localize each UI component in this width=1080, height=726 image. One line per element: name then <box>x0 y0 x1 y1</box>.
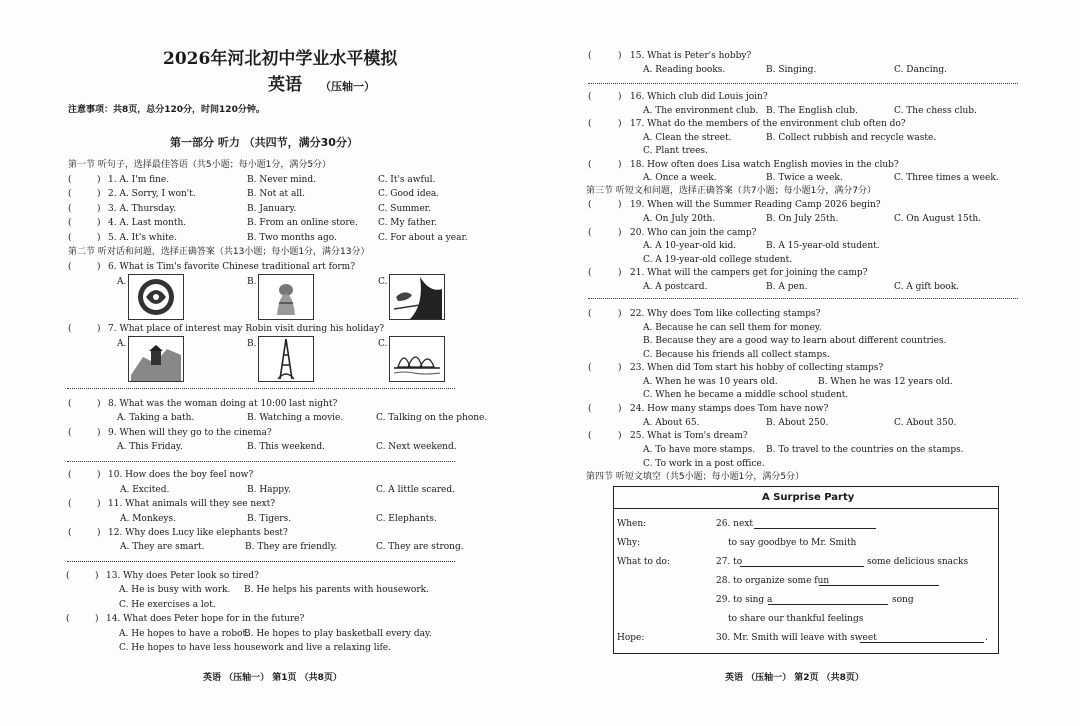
question-option-a: A. Once a week. <box>643 173 717 183</box>
picture-label-a: A. <box>117 277 127 287</box>
row-label-when: When: <box>617 519 647 529</box>
question-option-a: 5. A. It's white. <box>108 233 177 243</box>
question-option-a: A. Because he can sell them for money. <box>643 323 822 333</box>
row-label-why: Why: <box>617 538 641 548</box>
surprise-party-table <box>613 486 999 654</box>
question-22-text: 22. Why does Tom like collecting stamps? <box>630 309 821 319</box>
question-option-a: A. About 65. <box>643 418 700 428</box>
table-header-rule <box>614 508 998 509</box>
question-7-text: 7. What place of interest may Robin visit during his holiday? <box>108 324 385 334</box>
question-option-a: 1. A. I'm fine. <box>108 175 170 185</box>
answer-bracket-open: ( <box>68 218 72 228</box>
question-option-b: B. Because they are a good way to learn about different countries. <box>643 336 947 346</box>
question-option-b: B. He helps his parents with housework. <box>244 585 429 595</box>
blank-27[interactable] <box>740 558 864 567</box>
answer-bracket-close: ) <box>97 189 101 199</box>
question-option-a: A. The environment club. <box>643 106 759 116</box>
question-24-text: 24. How many stamps does Tom have now? <box>630 404 829 414</box>
section-divider <box>67 461 455 462</box>
opera-house-picture <box>389 336 445 382</box>
question-option-b: B. When he was 12 years old. <box>818 377 953 387</box>
question-option-b: B. To travel to the countries on the stamps. <box>766 445 964 455</box>
question-option-a: A. This Friday. <box>117 442 183 452</box>
question-23-text: 23. When did Tom start his hobby of collecting stamps? <box>630 363 884 373</box>
answer-bracket-close: ) <box>618 119 622 129</box>
question-15-text: 15. What is Peter's hobby? <box>630 51 752 61</box>
question-option-b: B. Tigers. <box>247 514 292 524</box>
answer-bracket-close: ) <box>618 160 622 170</box>
answer-bracket-open: ( <box>68 528 72 538</box>
section2-heading: 第二节 听对话和问题，选择正确答案（共13小题；每小题1分，满分13分） <box>68 247 370 257</box>
question-option-b: B. From an online store. <box>247 218 358 228</box>
section-divider <box>588 298 1018 299</box>
picture-label-c: C. <box>378 339 388 349</box>
question-option-a: A. Monkeys. <box>120 514 176 524</box>
question-option-c: C. Dancing. <box>894 65 948 75</box>
question-9-text: 9. When will they go to the cinema? <box>108 428 272 438</box>
question-option-c: C. On August 15th. <box>894 214 981 224</box>
question-6-text: 6. What is Tim's favorite Chinese traditional art form? <box>108 262 356 272</box>
question-option-b: B. Happy. <box>247 485 291 495</box>
paper-cutting-picture <box>128 274 184 320</box>
subject-title: 英语 <box>268 75 302 95</box>
answer-bracket-open: ( <box>68 499 72 509</box>
answer-bracket-close: ) <box>97 262 101 272</box>
question-option-a: A. He hopes to have a robot. <box>119 629 249 639</box>
question-option-b: B. Never mind. <box>247 175 316 185</box>
question-option-c: C. He hopes to have less housework and live a relaxing life. <box>119 643 391 653</box>
question-option-a: A. They are smart. <box>120 542 205 552</box>
notice: 注意事项：共8页，总分120分，时间120分钟。 <box>68 105 265 115</box>
answer-bracket-open: ( <box>588 363 592 373</box>
question-option-c: C. A 19-year-old college student. <box>643 255 793 265</box>
row-label-what-to-do: What to do: <box>617 557 670 567</box>
answer-bracket-close: ) <box>618 200 622 210</box>
clay-figure-picture <box>258 274 314 320</box>
answer-bracket-close: ) <box>97 233 101 243</box>
question-option-a: A. Reading books. <box>643 65 726 75</box>
answer-bracket-open: ( <box>588 431 592 441</box>
question-option-c: C. Elephants. <box>376 514 437 524</box>
answer-bracket-close: ) <box>618 268 622 278</box>
answer-bracket-open: ( <box>588 119 592 129</box>
answer-bracket-close: ) <box>95 571 99 581</box>
part1-heading: 第一部分 听力 （共四节，满分30分） <box>170 136 358 149</box>
answer-bracket-open: ( <box>68 428 72 438</box>
question-20-text: 20. Who can join the camp? <box>630 228 757 238</box>
blank-27-suffix: some delicious snacks <box>867 557 969 567</box>
answer-bracket-open: ( <box>588 268 592 278</box>
row-label-hope: Hope: <box>617 633 645 643</box>
question-10-text: 10. How does the boy feel now? <box>108 470 254 480</box>
section-divider <box>67 388 455 389</box>
answer-bracket-open: ( <box>66 614 70 624</box>
question-option-b: B. A pen. <box>766 282 808 292</box>
question-25-text: 25. What is Tom's dream? <box>630 431 748 441</box>
question-option-c: C. Summer. <box>378 204 431 214</box>
answer-bracket-open: ( <box>588 200 592 210</box>
blank-27-prefix: 27. to <box>716 557 743 567</box>
answer-bracket-open: ( <box>588 92 592 102</box>
question-option-c: C. Good idea. <box>378 189 440 199</box>
answer-bracket-open: ( <box>588 228 592 238</box>
question-option-c: C. My father. <box>378 218 438 228</box>
answer-bracket-close: ) <box>618 228 622 238</box>
question-8-text: 8. What was the woman doing at 10:00 last night? <box>108 399 338 409</box>
section-divider <box>588 83 1018 84</box>
page-footer: 英语 （压轴一） 第1页 （共8页） <box>203 673 342 683</box>
section1-heading: 第一节 听句子，选择最佳答语（共5小题；每小题1分，满分5分） <box>68 160 332 170</box>
question-option-a: A. Excited. <box>120 485 170 495</box>
answer-bracket-close: ) <box>97 428 101 438</box>
question-option-b: B. Watching a movie. <box>247 413 344 423</box>
question-option-c: C. The chess club. <box>894 106 977 116</box>
ink-painting-picture <box>389 274 445 320</box>
question-option-b: B. January. <box>247 204 297 214</box>
question-option-c: C. He exercises a lot. <box>119 600 216 610</box>
blank-28[interactable] <box>819 577 939 586</box>
question-18-text: 18. How often does Lisa watch English movies in the club? <box>630 160 899 170</box>
subject-subtitle: （压轴一） <box>320 80 375 93</box>
question-option-b: B. Collect rubbish and recycle waste. <box>766 133 937 143</box>
answer-bracket-close: ) <box>618 51 622 61</box>
answer-bracket-open: ( <box>588 160 592 170</box>
picture-label-a: A. <box>117 339 127 349</box>
picture-label-b: B. <box>247 277 257 287</box>
answer-bracket-close: ) <box>97 175 101 185</box>
answer-bracket-close: ) <box>618 92 622 102</box>
blank-29[interactable] <box>768 596 888 605</box>
question-option-c: C. Because his friends all collect stamps. <box>643 350 830 360</box>
eiffel-tower-picture <box>258 336 314 382</box>
question-option-c: C. A little scared. <box>376 485 455 495</box>
answer-bracket-close: ) <box>618 309 622 319</box>
question-option-c: C. It's awful. <box>378 175 436 185</box>
question-option-b: B. The English club. <box>766 106 858 116</box>
answer-bracket-close: ) <box>97 204 101 214</box>
answer-bracket-open: ( <box>588 404 592 414</box>
answer-bracket-open: ( <box>68 233 72 243</box>
answer-bracket-close: ) <box>97 499 101 509</box>
answer-bracket-close: ) <box>97 324 101 334</box>
share-text: to share our thankful feelings <box>728 614 864 624</box>
answer-bracket-open: ( <box>68 262 72 272</box>
question-option-c: C. To work in a post office. <box>643 459 765 469</box>
question-option-a: A. A postcard. <box>643 282 708 292</box>
answer-bracket-open: ( <box>588 309 592 319</box>
question-13-text: 13. Why does Peter look so tired? <box>106 571 259 581</box>
question-option-a: 2. A. Sorry, I won't. <box>108 189 196 199</box>
answer-bracket-open: ( <box>68 470 72 480</box>
blank-26-prefix: 26. next <box>716 519 753 529</box>
question-option-b: B. Not at all. <box>247 189 305 199</box>
section-divider <box>67 561 455 562</box>
page-footer: 英语 （压轴一） 第2页 （共8页） <box>725 673 864 683</box>
question-option-a: A. Taking a bath. <box>117 413 195 423</box>
question-option-c: C. Three times a week. <box>894 173 999 183</box>
picture-label-c: C. <box>378 277 388 287</box>
question-16-text: 16. Which club did Louis join? <box>630 92 768 102</box>
question-option-b: B. On July 25th. <box>766 214 839 224</box>
blank-30[interactable] <box>860 634 984 643</box>
blank-30-prefix: 30. Mr. Smith will leave with sweet <box>716 633 877 643</box>
answer-bracket-open: ( <box>68 175 72 185</box>
question-option-c: C. Next weekend. <box>376 442 457 452</box>
question-option-b: B. They are friendly. <box>245 542 338 552</box>
question-option-c: C. A gift book. <box>894 282 960 292</box>
question-option-a: A. A 10-year-old kid. <box>643 241 737 251</box>
exam-title: 2026年河北初中学业水平模拟 <box>163 49 398 69</box>
answer-bracket-close: ) <box>618 404 622 414</box>
answer-bracket-close: ) <box>97 470 101 480</box>
question-option-a: A. To have more stamps. <box>643 445 756 455</box>
blank-29-prefix: 29. to sing a <box>716 595 773 605</box>
page-2 <box>540 0 1080 726</box>
section4-heading: 第四节 听短文填空（共5小题；每小题1分，满分5分） <box>586 472 805 482</box>
question-option-c: C. Plant trees. <box>643 146 708 156</box>
question-14-text: 14. What does Peter hope for in the future? <box>106 614 305 624</box>
question-option-c: C. For about a year. <box>378 233 468 243</box>
question-option-a: A. When he was 10 years old. <box>643 377 778 387</box>
question-option-b: B. A 15-year-old student. <box>766 241 880 251</box>
why-text: to say goodbye to Mr. Smith <box>728 538 857 548</box>
question-option-b: B. Two months ago. <box>247 233 337 243</box>
question-11-text: 11. What animals will they see next? <box>108 499 276 509</box>
blank-29-suffix: song <box>892 595 914 605</box>
answer-bracket-open: ( <box>66 571 70 581</box>
question-option-a: A. He is busy with work. <box>119 585 231 595</box>
blank-30-period: . <box>985 633 988 643</box>
answer-bracket-close: ) <box>618 431 622 441</box>
section3-heading: 第三节 听短文和问题，选择正确答案（共7小题；每小题1分，满分7分） <box>586 186 877 196</box>
answer-bracket-open: ( <box>588 51 592 61</box>
answer-bracket-close: ) <box>97 528 101 538</box>
question-option-a: 4. A. Last month. <box>108 218 187 228</box>
answer-bracket-close: ) <box>95 614 99 624</box>
table-title: A Surprise Party <box>762 492 855 503</box>
question-option-c: C. About 350. <box>894 418 957 428</box>
blank-28-prefix: 28. to organize some fun <box>716 576 830 586</box>
question-option-a: A. On July 20th. <box>643 214 716 224</box>
picture-label-b: B. <box>247 339 257 349</box>
question-19-text: 19. When will the Summer Reading Camp 2026 begin? <box>630 200 881 210</box>
question-option-b: B. He hopes to play basketball every day. <box>244 629 432 639</box>
question-option-c: C. When he became a middle school student. <box>643 390 849 400</box>
great-wall-picture <box>128 336 184 382</box>
answer-bracket-close: ) <box>618 363 622 373</box>
question-17-text: 17. What do the members of the environment club often do? <box>630 119 906 129</box>
answer-bracket-open: ( <box>68 204 72 214</box>
answer-bracket-close: ) <box>97 218 101 228</box>
question-21-text: 21. What will the campers get for joining the camp? <box>630 268 868 278</box>
answer-bracket-close: ) <box>97 399 101 409</box>
question-option-b: B. Singing. <box>766 65 817 75</box>
question-option-b: B. About 250. <box>766 418 829 428</box>
question-12-text: 12. Why does Lucy like elephants best? <box>108 528 288 538</box>
question-option-c: C. They are strong. <box>376 542 464 552</box>
question-option-a: 3. A. Thursday. <box>108 204 177 214</box>
answer-bracket-open: ( <box>68 399 72 409</box>
question-option-b: B. This weekend. <box>247 442 326 452</box>
question-option-c: C. Talking on the phone. <box>376 413 488 423</box>
question-option-a: A. Clean the street. <box>643 133 732 143</box>
answer-bracket-open: ( <box>68 324 72 334</box>
question-option-b: B. Twice a week. <box>766 173 843 183</box>
blank-26[interactable] <box>754 520 876 529</box>
answer-bracket-open: ( <box>68 189 72 199</box>
